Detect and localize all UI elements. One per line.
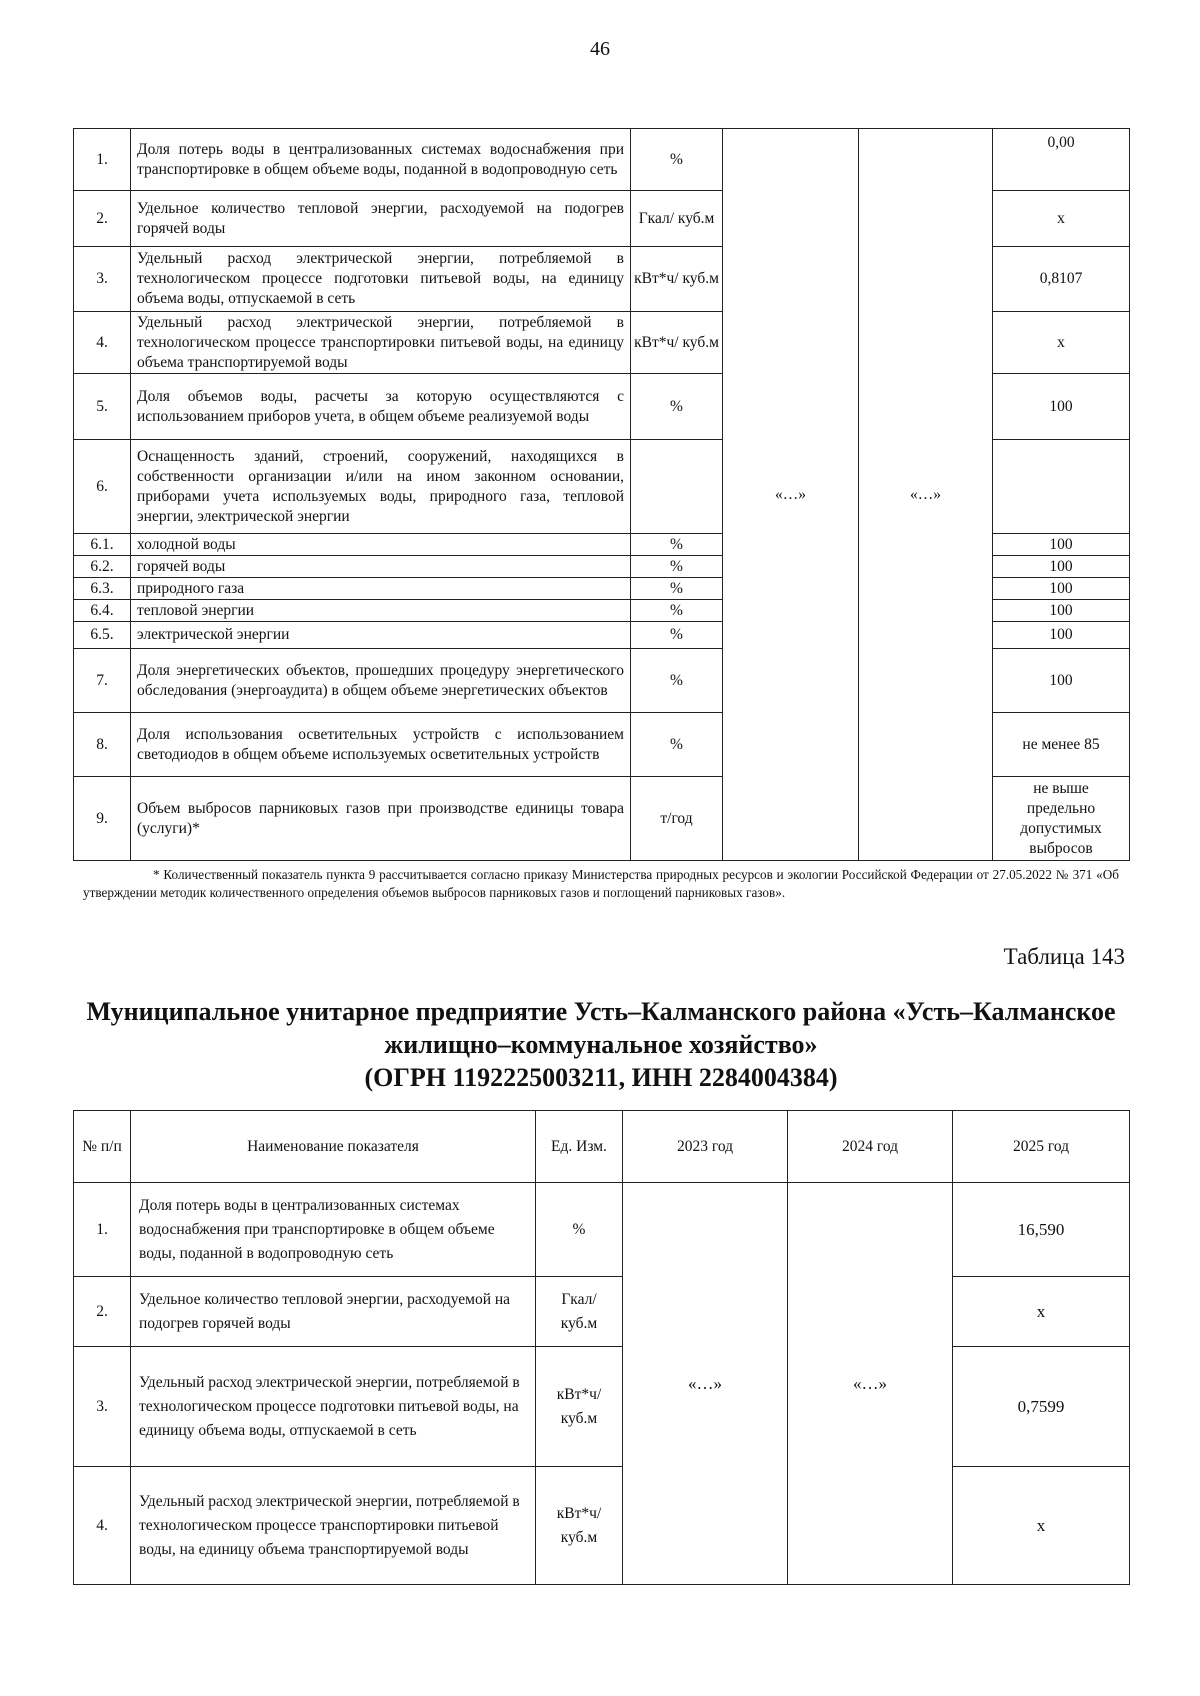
unit-cell: % [631, 556, 723, 578]
year-2025-value [993, 440, 1130, 534]
unit-cell: % [631, 649, 723, 713]
indicator-name: Объем выбросов парниковых газов при производстве единицы товара (услуги)* [131, 777, 631, 861]
year-2025-value: x [953, 1467, 1130, 1585]
row-number: 3. [74, 247, 131, 312]
heading-line-2: жилищно–коммунальное хозяйство» [384, 1030, 818, 1059]
year-2025-value: 100 [993, 600, 1130, 622]
year-2025-value: 0,7599 [953, 1347, 1130, 1467]
indicator-name: Удельный расход электрической энергии, потребляемой в технологическом процессе транспортировки питьевой воды, на единицу объема транспортируемой воды [131, 312, 631, 374]
year-2025-value: x [953, 1277, 1130, 1347]
indicator-name: горячей воды [131, 556, 631, 578]
indicator-name: Удельный расход электрической энергии, потребляемой в технологическом процессе подготовки питьевой воды, на единицу объема воды, отпускаемой в сеть [131, 1347, 536, 1467]
indicator-name: Доля потерь воды в централизованных системах водоснабжения при транспортировке в общем объеме воды, поданной в водопроводную сеть [131, 129, 631, 191]
unit-cell: % [631, 374, 723, 440]
row-number: 2. [74, 1277, 131, 1347]
row-number: 6.2. [74, 556, 131, 578]
table-number-label: Таблица 143 [1003, 944, 1125, 969]
year-2025-value: не выше предельно допустимых выбросов [993, 777, 1130, 861]
row-number: 1. [74, 1183, 131, 1277]
indicators-table-continued [73, 128, 1130, 861]
unit-cell: Гкал/ куб.м [536, 1277, 623, 1347]
year-2025-value: x [993, 312, 1130, 374]
row-number: 6.5. [74, 622, 131, 649]
year-2025-value: x [993, 191, 1130, 247]
year-2025-value: 100 [993, 534, 1130, 556]
header-name: Наименование показателя [131, 1111, 536, 1183]
header-2023: 2023 год [623, 1111, 788, 1183]
unit-cell: % [631, 534, 723, 556]
row-number: 6.4. [74, 600, 131, 622]
unit-cell: кВт*ч/ куб.м [536, 1467, 623, 1585]
unit-cell: Гкал/ куб.м [631, 191, 723, 247]
indicator-name: Доля использования осветительных устройств с использованием светодиодов в общем объеме используемых осветительных устройств [131, 713, 631, 777]
header-unit: Ед. Изм. [536, 1111, 623, 1183]
year-2025-value: 100 [993, 578, 1130, 600]
row-number: 6.1. [74, 534, 131, 556]
heading-line-1: Муниципальное унитарное предприятие Усть–Калманского района «Усть–Калманское [86, 997, 1116, 1026]
row-number: 6.3. [74, 578, 131, 600]
indicator-name: электрической энергии [131, 622, 631, 649]
unit-cell: % [631, 578, 723, 600]
year-2023-ellipsis: «…» [623, 1183, 788, 1585]
row-number: 9. [74, 777, 131, 861]
table-row [74, 1277, 1130, 1347]
table-row [74, 1467, 1130, 1585]
indicator-name: Доля потерь воды в централизованных системах водоснабжения при транспортировке в общем объеме воды, поданной в водопроводную сеть [131, 1183, 536, 1277]
unit-cell: % [631, 129, 723, 191]
indicator-name: Удельное количество тепловой энергии, расходуемой на подогрев горячей воды [131, 1277, 536, 1347]
unit-cell: % [631, 600, 723, 622]
header-2025: 2025 год [953, 1111, 1130, 1183]
indicator-name: Оснащенность зданий, строений, сооружений, находящихся в собственности организации и/или на ином законном основании, приборами учета используемых воды, природного газа, тепловой энергии, электрической энергии [131, 440, 631, 534]
heading-line-3: (ОГРН 1192225003211, ИНН 2284004384) [364, 1063, 838, 1092]
row-number: 6. [74, 440, 131, 534]
indicator-name: холодной воды [131, 534, 631, 556]
unit-cell: % [631, 622, 723, 649]
table-row [74, 1183, 1130, 1277]
year-2025-value: 100 [993, 556, 1130, 578]
row-number: 4. [74, 312, 131, 374]
organization-heading [73, 995, 1129, 1094]
table-row [74, 1347, 1130, 1467]
unit-cell: кВт*ч/ куб.м [536, 1347, 623, 1467]
row-number: 2. [74, 191, 131, 247]
header-2024: 2024 год [788, 1111, 953, 1183]
page-number: 46 [590, 38, 610, 60]
row-number: 4. [74, 1467, 131, 1585]
unit-cell [631, 440, 723, 534]
indicator-name: Удельный расход электрической энергии, потребляемой в технологическом процессе подготовки питьевой воды, на единицу объема воды, отпускаемой в сеть [131, 247, 631, 312]
row-number: 8. [74, 713, 131, 777]
indicator-name: Доля энергетических объектов, прошедших процедуру энергетического обследования (энергоаудита) в общем объеме энергетических объектов [131, 649, 631, 713]
row-number: 3. [74, 1347, 131, 1467]
header-num: № п/п [74, 1111, 131, 1183]
year-2025-value: 0,00 [993, 129, 1130, 191]
unit-cell: кВт*ч/ куб.м [631, 247, 723, 312]
indicator-name: Удельный расход электрической энергии, потребляемой в технологическом процессе транспортировки питьевой воды, на единицу объема транспортируемой воды [131, 1467, 536, 1585]
table-header-row [74, 1111, 1130, 1183]
row-number: 7. [74, 649, 131, 713]
unit-cell: т/год [631, 777, 723, 861]
row-number: 5. [74, 374, 131, 440]
year-2025-value: не менее 85 [993, 713, 1130, 777]
row-number: 1. [74, 129, 131, 191]
year-2025-value: 100 [993, 374, 1130, 440]
year-2024-ellipsis: «…» [859, 129, 993, 861]
indicator-name: Доля объемов воды, расчеты за которую осуществляются с использованием приборов учета, в общем объеме реализуемой воды [131, 374, 631, 440]
year-2025-value: 100 [993, 622, 1130, 649]
table-row [74, 129, 1130, 191]
unit-cell: кВт*ч/ куб.м [631, 312, 723, 374]
year-2025-value: 100 [993, 649, 1130, 713]
year-2024-ellipsis: «…» [788, 1183, 953, 1585]
indicators-table-143 [73, 1110, 1130, 1585]
indicator-name: природного газа [131, 578, 631, 600]
year-2025-value: 0,8107 [993, 247, 1130, 312]
indicator-name: Удельное количество тепловой энергии, расходуемой на подогрев горячей воды [131, 191, 631, 247]
indicator-name: тепловой энергии [131, 600, 631, 622]
year-2025-value: 16,590 [953, 1183, 1130, 1277]
year-2023-ellipsis: «…» [723, 129, 859, 861]
footnote: * Количественный показатель пункта 9 рассчитывается согласно приказу Министерства природных ресурсов и экологии Российской Федерации от 27.05.2022 № 371 «Об утверждении методик количественного определения объемов выбросов парниковых газов и поглощений парниковых газов». [83, 867, 1119, 900]
unit-cell: % [631, 713, 723, 777]
unit-cell: % [536, 1183, 623, 1277]
